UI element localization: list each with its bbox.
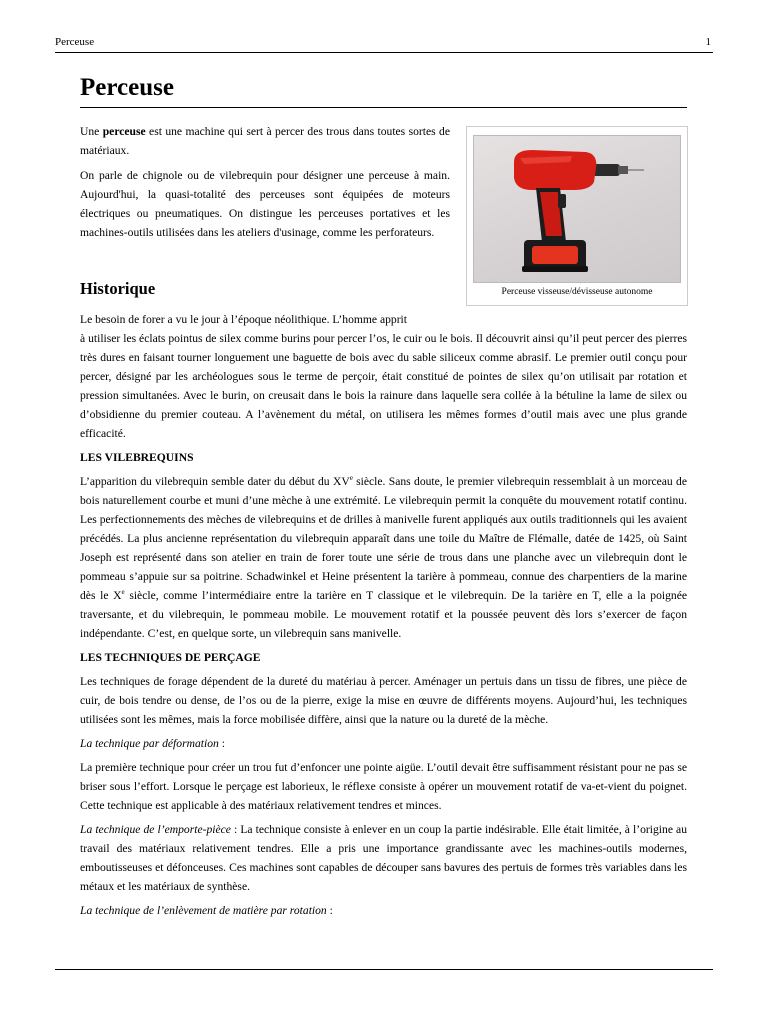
para-text: : La technique consiste à enlever en un coup la partie indésirable. Elle était limitée, à l’origine au travail des matériaux relativement tendres. Elle a pris une importance grandissante avec les machines-outils modernes, emboutisseuses et défonceuses. Ces machines sont capables de découper sans bavures des pertuis de formes très variables dans les métaux et les matériaux de synthèse. [80,823,687,893]
page-title: Perceuse [80,72,687,108]
cordless-drill-image [474,136,680,282]
para-text: siècle. Sans doute, le premier vilebrequin ressemblait à un morceau de bois naturellement courbe et muni d’une mèche à une extrémité. Le vilebrequin permit la conquête du mouvement rotatif continu. Les perfectionnements des mèches de vilebrequins et de drilles à manivelle furent appliqués aux outils traditionnels qui les avaient précédés. La plus ancienne représentation du vilebrequin apparaît dans une toile du Maître de Flémalle, datée de 1425, où Saint Joseph est représenté dans son atelier en train de forer toute une série de trous dans une planche avec un vilebrequin dont le pommeau s’appuie sur sa poitrine. Schadwinkel et Heine présentent la tarière à pommeau, connue des charpentiers de la marine dès le X [80,475,688,602]
footer-rule [55,969,713,970]
subheading-vilebrequins: LES VILEBREQUINS [80,451,194,464]
intro-paragraph-1 [80,122,450,160]
vilebrequins-paragraph [80,472,687,643]
subheading-techniques: LES TECHNIQUES DE PERÇAGE [80,651,261,664]
techniques-paragraph-2: La première technique pour créer un trou fut d’enfoncer une pointe aigüe. L’outil devait être suffisamment résistant pour ne pas se briser sous l’effort. Lorsque le perçage est laborieux, le réflexe consiste à opérer un mouvement rotatif de va-et-vient du poignet. Cette technique est applicable à des matériaux relativement tendres et minces. [80,761,687,812]
section-heading-historique: Historique [80,279,156,298]
page-number: 1 [705,36,711,48]
intro-text: Une [80,125,103,138]
battery-base [522,266,588,272]
historique-paragraph: à utiliser les éclats pointus de silex comme burins pour percer l’os, le cuir ou le bois. Il découvrit ainsi qu’il peut percer des pierres très dures en faisant tourner longuement une baguette de bois avec du sable siliceux comme abrasif. Le premier outil conçu pour percer, désigné par les archéologues sous le terme de perçoir, était constitué de pointes de silex qu’on utilisait par rotation et pression simultanées. Avec le burin, on creusait dans le bois la rainure dans laquelle sera collée à la bétuline la lame de silex ou d’obsidienne du premier couteau. A l’avènement du métal, on utilisera les mêmes formes d’outil mais avec une plus grande efficacité. [80,332,687,440]
intro-section [80,122,450,248]
figure-box [466,126,688,306]
superscript: e [121,588,125,597]
intro-paragraph-2: On parle de chignole ou de vilebrequin pour désigner une perceuse à main. Aujourd'hui, la quasi-totalité des perceuses sont équipées de moteurs électriques ou pneumatiques. On distingue les perceuses portatives et les machines-outils utilisées dans les ateliers d'usinage, comme les perforateurs. [80,169,450,239]
trigger [558,194,566,208]
para-text: L’apparition du vilebrequin semble dater du début du XV [80,475,350,488]
historique-first-line: Le besoin de forer a vu le jour à l’époque néolithique. L’homme apprit [80,313,407,326]
techniques-paragraph-1: Les techniques de forage dépendent de la dureté du matériau à percer. Aménager un pertuis dans un tissu de fibres, une pièce de cuir, de bois tendre ou dense, de l’os ou de la pierre, exige la mise en œuvre de différents moyens. Aujourd’hui, les techniques utilisées sont les mêmes, mais la force mobilisée diffère, ainsi que la nature ou la dureté de la mèche. [80,675,687,726]
italic-label: La technique par déformation [80,737,219,750]
term-perceuse[interactable]: perceuse [102,125,146,138]
italic-label: La technique de l’enlèvement de matière par rotation [80,904,327,917]
drill-photo[interactable] [473,135,681,283]
figure-caption: Perceuse visseuse/dévisseuse autonome [501,287,653,297]
running-title: Perceuse [55,36,95,48]
main-content [80,329,687,925]
superscript: e [349,474,353,483]
technique-rotation-label [80,901,687,920]
drill-body [514,150,596,190]
para-text: : [326,904,333,917]
para-text: siècle, comme l’intermédiaire entre la tarière en T classique et le vilebrequin. De la tarière en T, elle a la poignée traversante, et du vilebrequin, le pommeau mobile. Le mouvement rotatif et la poussée peuvent dès lors s’exercer de façon indépendante. C’est, en quelque sorte, un vilebrequin sans manivelle. [80,589,687,640]
italic-label: La technique de l’emporte-pièce [80,823,231,836]
para-text: : [218,737,225,750]
running-header [55,36,713,53]
intro-text: est une machine qui sert à percer des trous dans toutes sortes de matériaux. [80,125,450,157]
technique-emporte-piece [80,820,687,896]
chuck-tip [618,166,628,174]
technique-deformation-label [80,734,687,753]
battery-label [532,246,578,264]
